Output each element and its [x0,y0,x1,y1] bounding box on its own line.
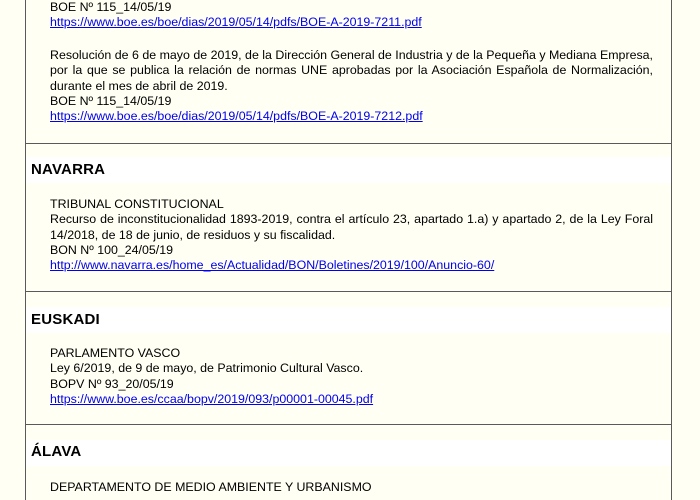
region-heading-euskadi: EUSKADI [31,311,100,328]
section-divider [25,424,672,425]
bulletin-link[interactable]: https://www.boe.es/boe/dias/2019/05/14/pdfs/BOE-A-2019-7211.pdf [50,15,422,30]
bulletin-link[interactable]: https://www.boe.es/boe/dias/2019/05/14/pdfs/BOE-A-2019-7212.pdf [50,109,423,124]
section-divider [25,291,672,292]
entry-navarra [50,197,653,273]
bulletin-link[interactable]: http://www.navarra.es/home_es/Actualidad/BON/Boletines/2019/100/Anuncio-60/ [50,258,495,273]
bulletin-ref: BON Nº 100_24/05/19 [50,242,174,257]
organization-title: DEPARTAMENTO DE MEDIO AMBIENTE Y URBANISMO [50,480,372,494]
bulletin-link[interactable]: https://www.boe.es/ccaa/bopv/2019/093/p00001-00045.pdf [50,391,374,406]
entry-euskadi [50,346,653,407]
region-heading-navarra: NAVARRA [31,161,106,178]
region-band [26,157,671,183]
organization-title: PARLAMENTO VASCO [50,346,181,360]
bulletin-ref: BOE Nº 115_14/05/19 [50,0,172,14]
organization-title: TRIBUNAL CONSTITUCIONAL [50,197,224,211]
entry-text: Ley 6/2019, de 9 de mayo, de Patrimonio Cultural Vasco. [50,361,364,376]
entry-alava [50,480,653,495]
bulletin-ref: BOE Nº 115_14/05/19 [50,93,172,108]
entry-previous [50,0,653,31]
region-band [26,440,671,466]
entry-text: Resolución de 6 de mayo de 2019, de la Dirección General de Industria y de la Pequeña y Mediana Empresa, por la que se publica la relación de normas UNE aprobadas por la Asociación Española de Normalización, durante el mes de abril de 2019. [50,48,653,93]
region-heading-alava: ÁLAVA [31,443,82,460]
right-border [671,0,672,500]
entry-text: Recurso de inconstitucionalidad 1893-2019, contra el artículo 23, apartado 1.a) y apartado 2, de la Ley Foral 14/2018, de 18 de junio, de residuos y su fiscalidad. [50,212,653,242]
region-band [26,307,671,333]
entry-resolution [50,48,653,124]
left-border [25,0,26,500]
section-divider [25,143,672,144]
bulletin-ref: BOPV Nº 93_20/05/19 [50,376,174,391]
